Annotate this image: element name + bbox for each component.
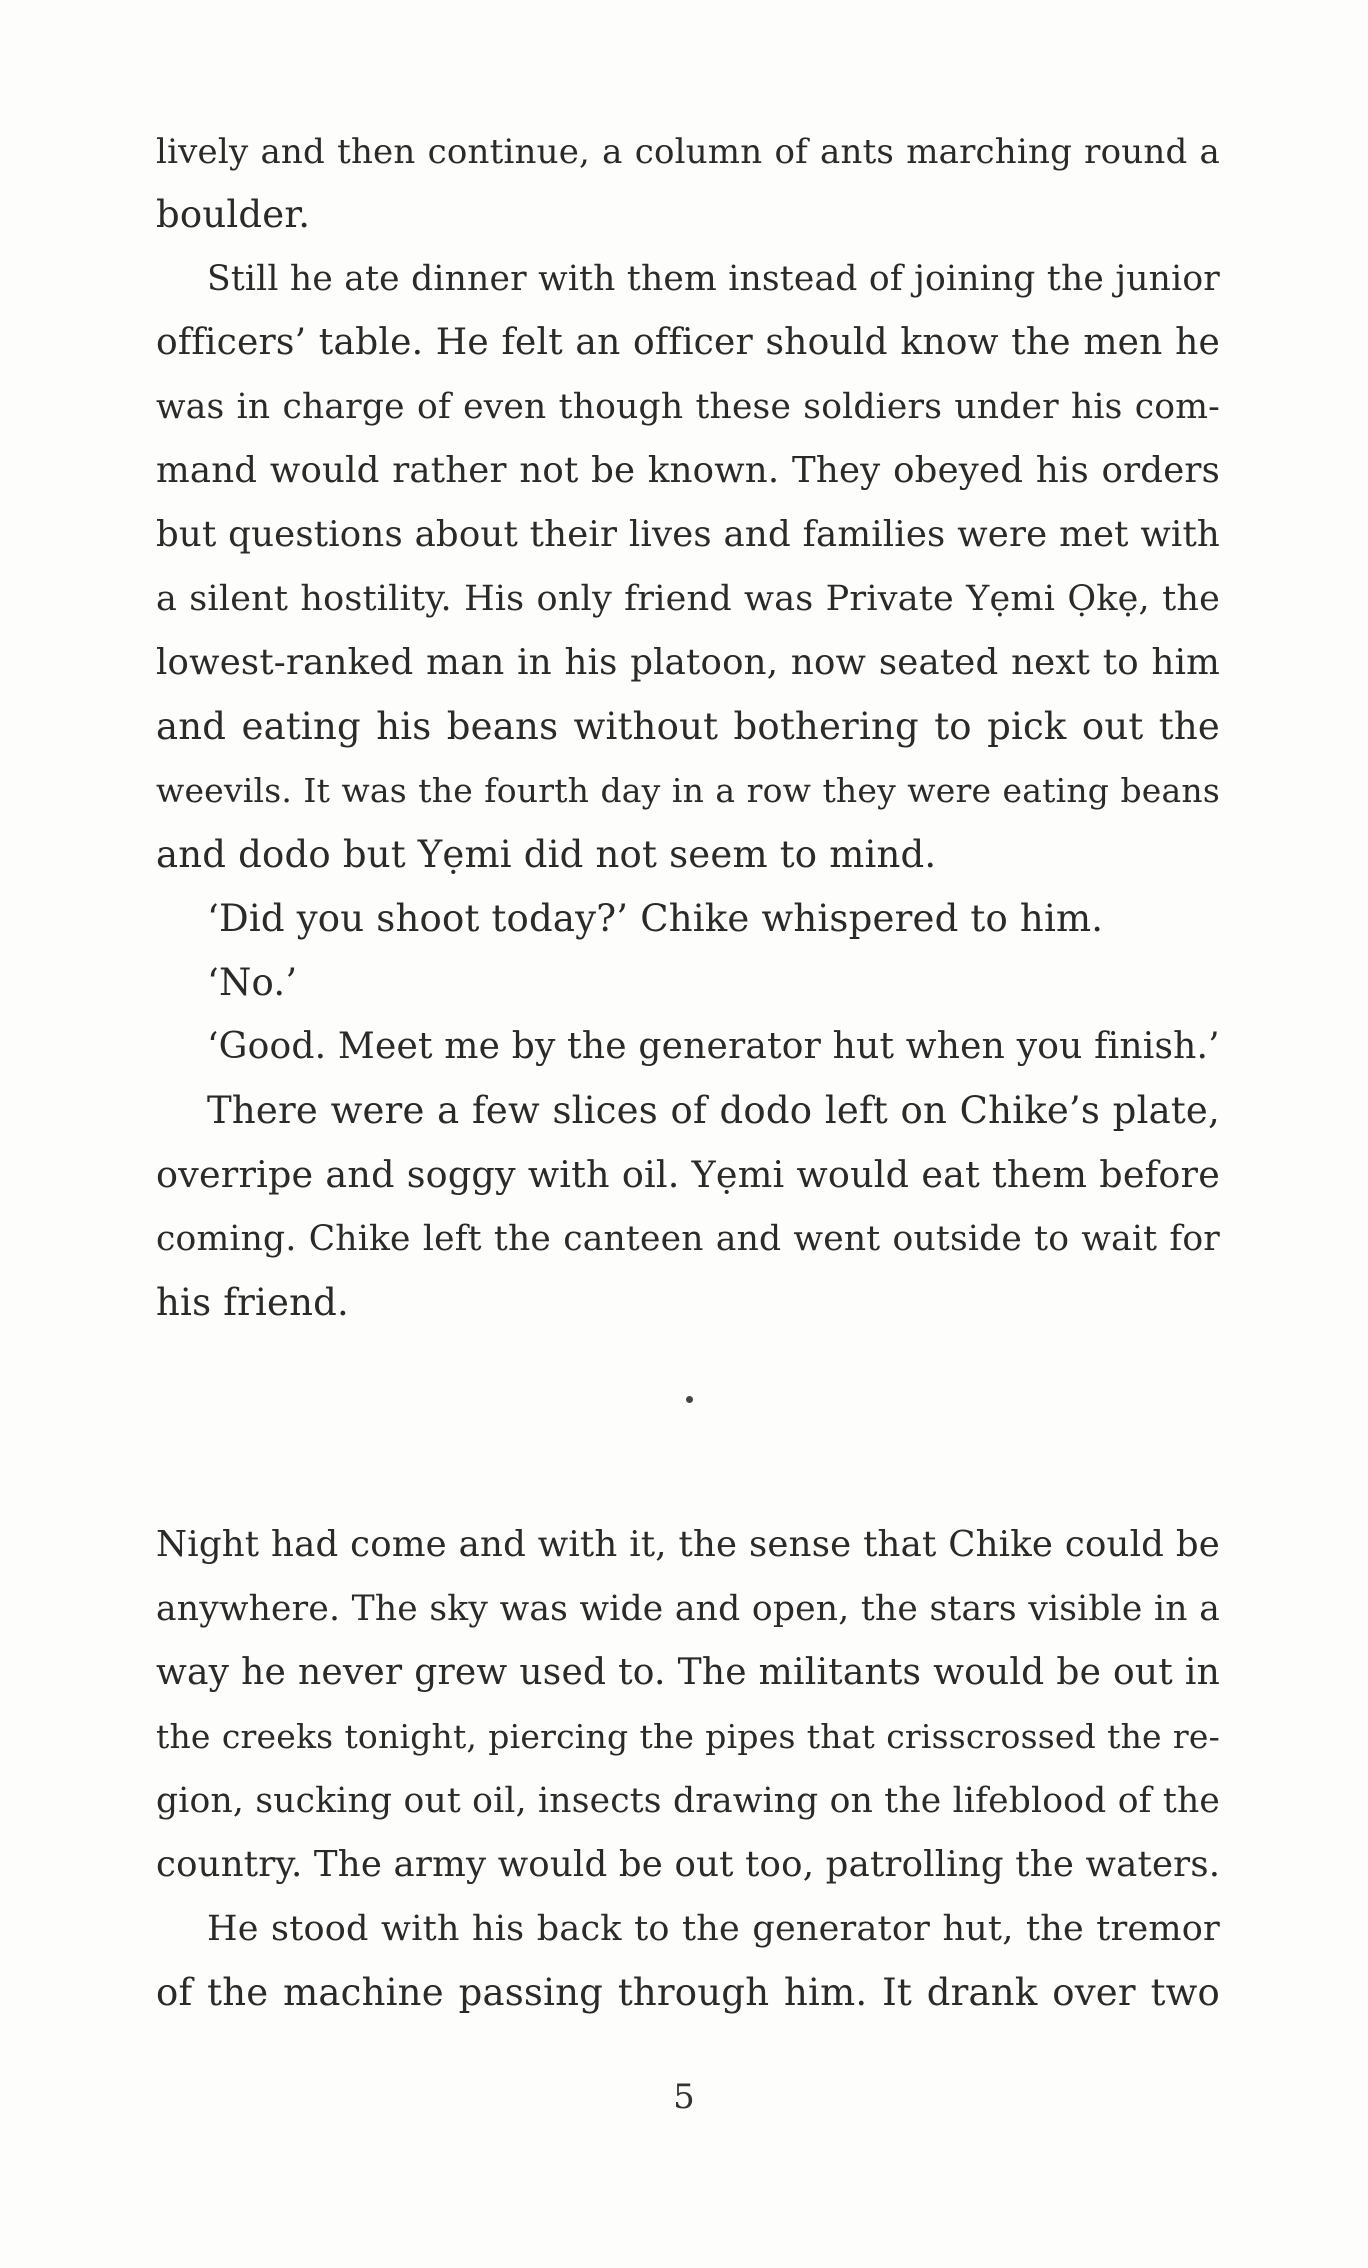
text-line: gion, sucking out oil, insects drawing on the lifeblood of the xyxy=(156,1781,1220,1821)
text-line: but questions about their lives and families were met with xyxy=(156,514,1220,555)
text-line: lowest-ranked man in his platoon, now seated next to him xyxy=(156,642,1220,683)
text-line: country. The army would be out too, patrolling the waters. xyxy=(156,1844,1221,1885)
text-line: was in charge of even though these soldiers under his com- xyxy=(156,387,1220,427)
dialogue-line: ‘No.’ xyxy=(207,961,298,1004)
section-break-dot xyxy=(686,1396,693,1403)
text-line: boulder. xyxy=(156,193,311,236)
text-line: Still he ate dinner with them instead of joining the junior xyxy=(207,259,1220,299)
text-line: coming. Chike left the canteen and went outside to wait for xyxy=(156,1219,1220,1259)
text-line: way he never grew used to. The militants would be out in xyxy=(156,1652,1220,1693)
text-line: mand would rather not be known. They obeyed his orders xyxy=(156,450,1220,491)
dialogue-line: ‘Good. Meet me by the generator hut when you finish.’ xyxy=(207,1026,1220,1067)
text-line: There were a few slices of dodo left on Chike’s plate, xyxy=(207,1089,1220,1132)
text-line: the creeks tonight, piercing the pipes that crisscrossed the re- xyxy=(156,1717,1220,1756)
text-line: and dodo but Yẹmi did not seem to mind. xyxy=(156,833,937,876)
text-line: Night had come and with it, the sense that Chike could be xyxy=(156,1524,1220,1565)
text-line: a silent hostility. His only friend was Private Yẹmi Ọkẹ, the xyxy=(156,579,1220,619)
text-line: and eating his beans without bothering to pick out the xyxy=(156,705,1220,748)
text-line: lively and then continue, a column of ants marching round a xyxy=(156,132,1220,172)
text-line: weevils. It was the fourth day in a row they were eating beans xyxy=(156,771,1220,810)
text-line: He stood with his back to the generator hut, the tremor xyxy=(207,1909,1220,1949)
text-line: of the machine passing through him. It drank over two xyxy=(156,1971,1220,2014)
dialogue-line: ‘Did you shoot today?’ Chike whispered to him. xyxy=(207,897,1104,940)
text-line: officers’ table. He felt an officer should know the men he xyxy=(156,322,1220,363)
text-line: overripe and soggy with oil. Yẹmi would eat them before xyxy=(156,1153,1220,1196)
text-line: his friend. xyxy=(156,1281,349,1324)
text-line: anywhere. The sky was wide and open, the stars visible in a xyxy=(156,1589,1220,1629)
page-number: 5 xyxy=(673,2077,695,2117)
